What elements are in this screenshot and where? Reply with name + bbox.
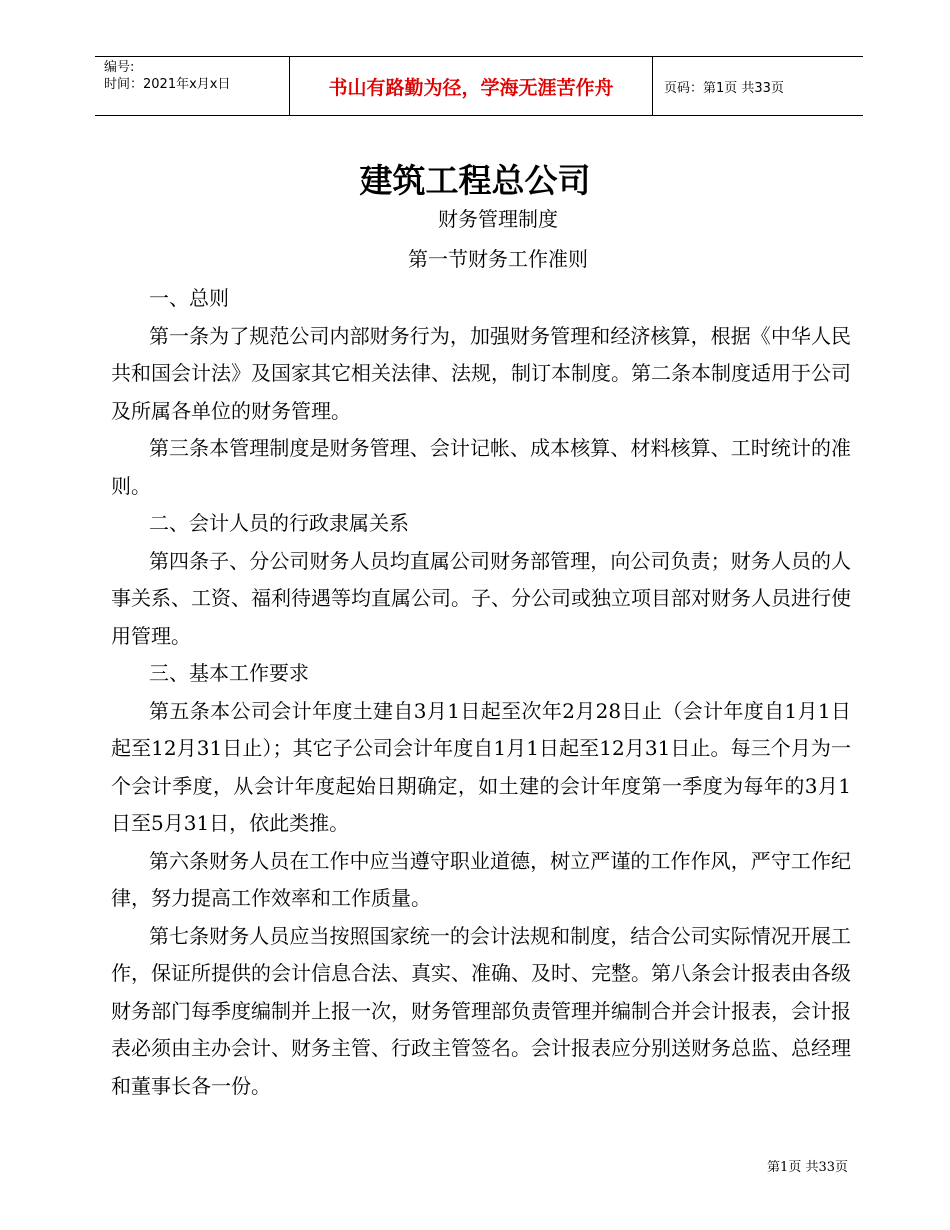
header-page-info: 页码：第1页 共33页 (664, 80, 784, 96)
paragraph-article-1-2: 第一条为了规范公司内部财务行为，加强财务管理和经济核算，根据《中华人民共和国会计法》及国家其它相关法律、法规，制订本制度。第二条本制度适用于公司及所属各单位的财务管理。 (111, 323, 851, 423)
document-title: 建筑工程总公司 (359, 161, 591, 200)
header-motto: 书山有路勤为径，学海无涯苦作舟 (289, 57, 653, 115)
document-subtitle: 财务管理制度 (438, 207, 558, 231)
document-body (111, 280, 851, 1105)
paragraph-article-6: 第六条财务人员在工作中应当遵守职业道德，树立严谨的工作作风，严守工作纪律，努力提高工作效率和工作质量。 (111, 848, 851, 910)
paragraph-article-4: 第四条子、分公司财务人员均直属公司财务部管理，向公司负责；财务人员的人事关系、工资、福利待遇等均直属公司。子、分公司或独立项目部对财务人员进行使用管理。 (111, 548, 851, 648)
heading-basic-requirements: 三、基本工作要求 (149, 661, 309, 685)
paragraph-article-5: 第五条本公司会计年度土建自3月1日起至次年2月28日止（会计年度自1月1日起至12月31日止）；其它子公司会计年度自1月1日起至12月31日止。每三个月为一个会计季度，从会计年度起始日期确定，如土建的会计年度第一季度为每年的3月1日至5月31日，依此类推。 (111, 698, 851, 835)
paragraph-article-7-8: 第七条财务人员应当按照国家统一的会计法规和制度，结合公司实际情况开展工作，保证所提供的会计信息合法、真实、准确、及时、完整。第八条会计报表由各级财务部门每季度编制并上报一次，财务管理部负责管理并编制合并会计报表，会计报表必须由主办会计、财务主管、行政主管签名。会计报表应分别送财务总监、总经理和董事长各一份。 (111, 923, 851, 1098)
heading-admin-relations: 二、会计人员的行政隶属关系 (149, 511, 409, 535)
paragraph-article-3: 第三条本管理制度是财务管理、会计记帐、成本核算、材料核算、工时统计的准则。 (111, 436, 851, 498)
section-title: 第一节财务工作准则 (408, 247, 588, 271)
time-label: 时间：2021年x月x日 (104, 77, 231, 92)
heading-general: 一、总则 (149, 286, 229, 310)
number-label: 编号: (104, 60, 135, 75)
header-meta (95, 57, 289, 115)
page-footer: 第1页 共33页 (767, 1160, 848, 1175)
page-header (95, 56, 863, 116)
